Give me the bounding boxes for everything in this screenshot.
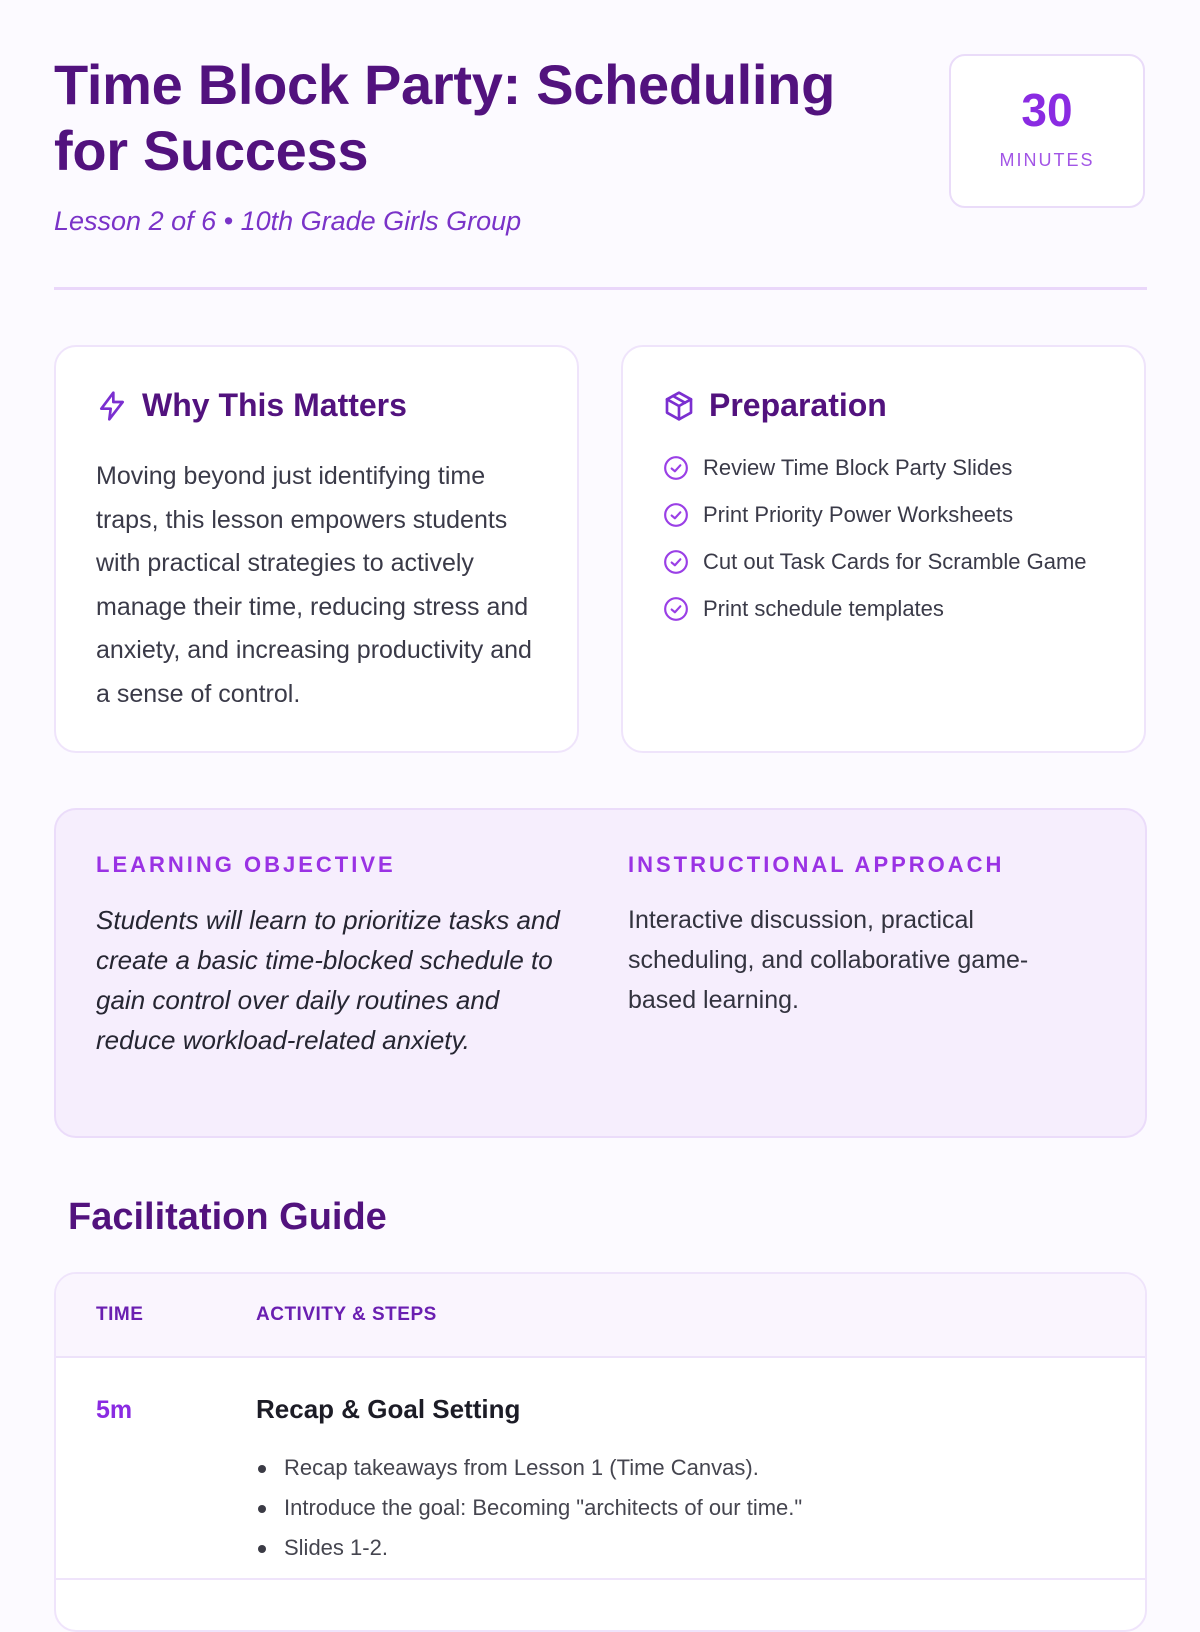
- row-steps-list: [256, 1448, 802, 1568]
- box-icon: [663, 390, 695, 422]
- lightning-icon: [96, 390, 128, 422]
- check-circle-icon: [663, 455, 689, 481]
- facilitation-table: [54, 1272, 1147, 1632]
- lesson-plan-page: [54, 0, 1147, 1560]
- row-step: Recap takeaways from Lesson 1 (Time Canvas).: [256, 1448, 802, 1488]
- row-time: 5m: [96, 1396, 133, 1424]
- preparation-card: [621, 345, 1146, 753]
- row-step: Introduce the goal: Becoming "architects of our time.": [256, 1488, 802, 1528]
- prep-item-label: Print schedule templates: [703, 596, 944, 621]
- column-header-activity: ACTIVITY & STEPS: [256, 1304, 437, 1325]
- row-activity-title: Recap & Goal Setting: [256, 1394, 521, 1424]
- duration-badge: [949, 54, 1145, 208]
- instructional-approach-label: INSTRUCTIONAL APPROACH: [628, 852, 1005, 877]
- why-this-matters-card: [54, 345, 579, 753]
- info-cards: [54, 345, 1147, 753]
- facilitation-guide-title: Facilitation Guide: [68, 1196, 387, 1238]
- prep-item-label: Print Priority Power Worksheets: [703, 502, 1014, 527]
- why-card-title: Why This Matters: [142, 387, 407, 423]
- prep-item: [663, 545, 1113, 578]
- learning-objective-text: Students will learn to prioritize tasks and create a basic time-blocked schedule to gain control over daily routines and reduce workload-related anxiety.: [96, 905, 560, 1055]
- header-divider: [54, 287, 1147, 290]
- why-card-body: Moving beyond just identifying time traps, this lesson empowers students with practical strategies to actively manage their time, reducing stress and anxiety, and increasing productivity and a sense of control.: [96, 462, 532, 708]
- instructional-approach: [628, 852, 1088, 1020]
- column-header-time: TIME: [96, 1304, 144, 1325]
- duration-value: 30: [1021, 84, 1073, 136]
- prep-item-label: Cut out Task Cards for Scramble Game: [703, 549, 1087, 574]
- prep-card-title: Preparation: [709, 387, 887, 423]
- prep-item: [663, 451, 1113, 484]
- check-circle-icon: [663, 502, 689, 528]
- lesson-header: [54, 0, 1147, 290]
- prep-item: [663, 592, 1113, 625]
- check-circle-icon: [663, 549, 689, 575]
- prep-item-label: Review Time Block Party Slides: [703, 455, 1013, 480]
- learning-objective-label: LEARNING OBJECTIVE: [96, 852, 396, 877]
- table-header: [56, 1274, 1145, 1358]
- lesson-subtitle: Lesson 2 of 6 • 10th Grade Girls Group: [54, 206, 522, 236]
- duration-unit: MINUTES: [999, 150, 1095, 170]
- preparation-list: [663, 451, 1113, 639]
- table-row: [56, 1358, 1145, 1580]
- instructional-approach-text: Interactive discussion, practical scheduling, and collaborative game-based learning.: [628, 906, 1029, 1014]
- prep-item: [663, 498, 1113, 531]
- learning-objective: [96, 852, 566, 1060]
- why-card-header: [96, 387, 407, 424]
- prep-card-header: [663, 387, 887, 424]
- row-step: Slides 1-2.: [256, 1528, 802, 1568]
- lesson-title: Time Block Party: Scheduling for Success: [54, 53, 835, 182]
- objective-panel: [54, 808, 1147, 1138]
- check-circle-icon: [663, 596, 689, 622]
